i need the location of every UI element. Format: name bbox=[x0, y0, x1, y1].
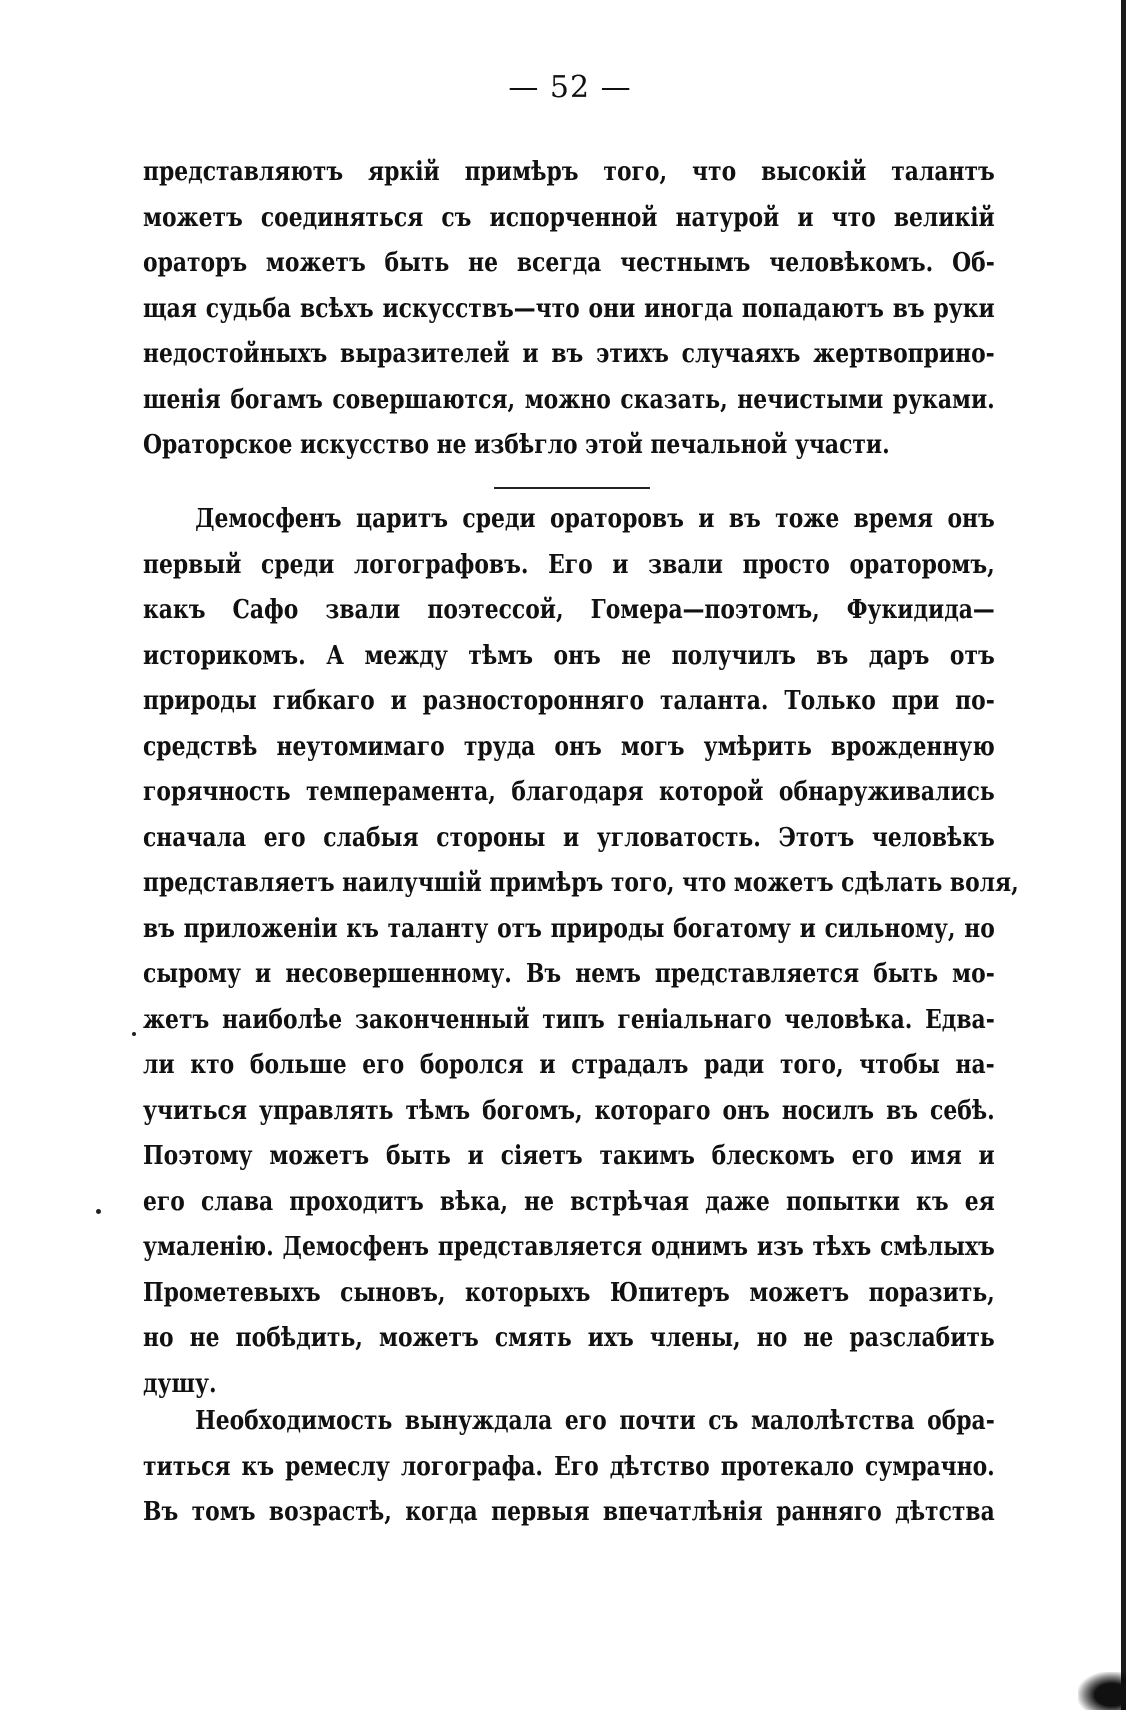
text-line: ораторъ можетъ быть не всегда честнымъ человѣкомъ. Об- bbox=[143, 248, 995, 278]
scan-speck bbox=[96, 1209, 101, 1214]
section-divider bbox=[494, 487, 650, 489]
text-line: можетъ соединяться съ испорченной натурой и что великій bbox=[143, 202, 995, 233]
scan-speck bbox=[132, 1032, 136, 1036]
text-line: шенія богамъ совершаются, можно сказать, нечистыми руками. bbox=[143, 384, 995, 415]
text-line: природы гибкаго и разносторонняго таланта. Только при по- bbox=[143, 686, 995, 716]
text-line: сначала его слабыя стороны и угловатость. Этотъ человѣкъ bbox=[143, 822, 995, 853]
text-line: историкомъ. А между тѣмъ онъ не получилъ въ даръ отъ bbox=[143, 640, 995, 671]
text-line: Прометевыхъ сыновъ, которыхъ Юпитеръ можетъ поразить, bbox=[143, 1277, 995, 1308]
paragraph-1 bbox=[143, 150, 995, 469]
text-line: въ приложеніи къ таланту отъ природы богатому и сильному, но bbox=[143, 913, 995, 944]
paragraph-2 bbox=[143, 497, 1019, 1407]
text-line: представляютъ яркій примѣръ того, что высокій талантъ bbox=[143, 157, 995, 187]
paragraph-3 bbox=[143, 1399, 995, 1536]
text-line: Поэтому можетъ быть и сіяетъ такимъ блескомъ его имя и bbox=[143, 1141, 995, 1171]
text-line: его слава проходитъ вѣка, не встрѣчая даже попытки къ ея bbox=[143, 1186, 995, 1217]
scan-ink-smudge bbox=[1078, 1672, 1126, 1710]
text-line: первый среди логографовъ. Его и звали просто ораторомъ, bbox=[143, 549, 995, 580]
text-line: учиться управлять тѣмъ богомъ, котораго онъ носилъ въ себѣ. bbox=[143, 1095, 995, 1126]
text-line: умаленію. Демосфенъ представляется однимъ изъ тѣхъ смѣлыхъ bbox=[143, 1232, 995, 1262]
text-line: средствѣ неутомимаго труда онъ могъ умѣрить врожденную bbox=[143, 731, 995, 762]
text-line: титься къ ремеслу логографа. Его дѣтство протекало сумрачно. bbox=[143, 1451, 995, 1482]
text-line: но не побѣдить, можетъ смять ихъ члены, но не разслабить bbox=[143, 1323, 995, 1353]
text-line: душу. bbox=[143, 1368, 217, 1399]
text-line: какъ Сафо звали поэтессой, Гомера—поэтомъ, Фукидида— bbox=[143, 595, 995, 625]
text-line: жетъ наиболѣе законченный типъ геніальнаго человѣка. Едва- bbox=[143, 1004, 995, 1035]
text-line: Ораторское искусство не избѣгло этой печальной участи. bbox=[143, 430, 890, 460]
text-line: сырому и несовершенному. Въ немъ представляется быть мо- bbox=[143, 959, 995, 989]
text-line: представляетъ наилучшій примѣръ того, что можетъ сдѣлать воля, bbox=[143, 868, 1019, 898]
text-line: Въ томъ возрастѣ, когда первыя впечатлѣнія ранняго дѣтства bbox=[143, 1497, 995, 1527]
page-number: — 52 — bbox=[508, 70, 632, 105]
text-line: горячность темперамента, благодаря которой обнаруживались bbox=[143, 777, 995, 807]
text-line: щая судьба всѣхъ искусствъ—что они иногда попадаютъ въ руки bbox=[143, 293, 995, 324]
text-line: ли кто больше его боролся и страдалъ ради того, чтобы на- bbox=[143, 1050, 995, 1080]
text-line: Необходимость вынуждала его почти съ малолѣтства обра- bbox=[195, 1406, 995, 1436]
text-line: Демосфенъ царитъ среди ораторовъ и въ тоже время онъ bbox=[195, 504, 995, 534]
scan-edge-shadow bbox=[1121, 0, 1126, 1710]
text-line: недостойныхъ выразителей и въ этихъ случаяхъ жертвоприно- bbox=[143, 339, 995, 369]
